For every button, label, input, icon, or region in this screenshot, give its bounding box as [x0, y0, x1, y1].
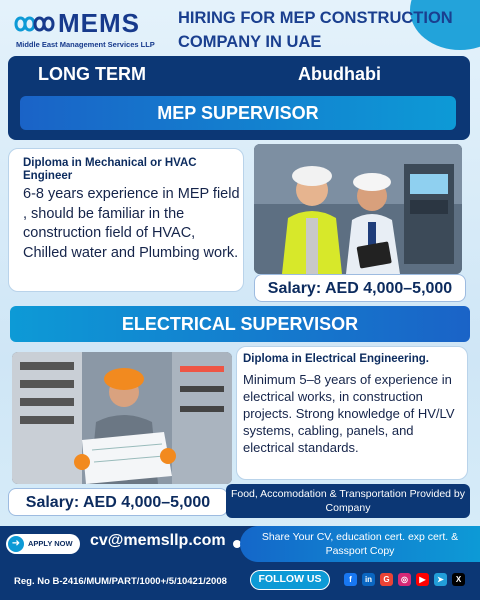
infinity-logo-icon: [14, 12, 58, 36]
apply-now-button[interactable]: APPLY NOW: [6, 534, 80, 554]
mep-title-banner: MEP SUPERVISOR: [20, 96, 456, 130]
mep-description-card: [8, 148, 244, 292]
instagram-icon[interactable]: ◎: [398, 573, 411, 586]
contact-email[interactable]: cv@memsllp.com: [90, 532, 226, 549]
telegram-icon[interactable]: ➤: [434, 573, 447, 586]
youtube-icon[interactable]: ▶: [416, 573, 429, 586]
arrow-right-icon[interactable]: ➜: [8, 536, 24, 552]
electrical-description-card: [236, 346, 468, 480]
brand-subtitle: Middle East Management Services LLP: [16, 40, 155, 49]
electrical-title-banner: ELECTRICAL SUPERVISOR: [10, 306, 470, 342]
electrician-photo: [12, 352, 232, 484]
benefits-note: Food, Accomodation & Transportation Provided by Company: [226, 484, 470, 518]
electrical-description: Minimum 5–8 years of experience in electrical works, in construction projects. Strong knowledge of HV/LV systems, cabling, panels, and electrical standards.: [243, 372, 455, 455]
electrician-illustration: [12, 352, 232, 484]
mep-qualification: Diploma in Mechanical or HVAC Engineer: [23, 157, 197, 182]
registration-number: Reg. No B-2416/MUM/PART/1000+/5/10421/2008: [14, 576, 227, 587]
share-instructions: Share Your CV, education cert. exp cert. & Passport Copy: [240, 526, 480, 562]
brand-name: MEMS: [58, 8, 140, 38]
job-term: LONG TERM: [38, 64, 146, 84]
headline: HIRING FOR MEP CONSTRUCTION COMPANY IN UAE: [178, 9, 453, 51]
engineers-photo: [254, 144, 462, 274]
google-icon[interactable]: G: [380, 573, 393, 586]
mep-salary: Salary: AED 4,000–5,000: [254, 274, 466, 302]
brand-logo: [14, 8, 164, 50]
electrical-qualification: Diploma in Electrical Engineering.: [243, 353, 429, 365]
engineers-illustration: [254, 144, 462, 274]
facebook-icon[interactable]: f: [344, 573, 357, 586]
electrical-salary: Salary: AED 4,000–5,000: [8, 488, 228, 516]
follow-us-button[interactable]: FOLLOW US: [250, 570, 330, 590]
mep-description: 6-8 years experience in MEP field , should be familiar in the construction field of HVAC, Chilled water and Plumbing work.: [23, 186, 240, 261]
linkedin-icon[interactable]: in: [362, 573, 375, 586]
job-location: Abudhabi: [298, 64, 381, 84]
x-icon[interactable]: X: [452, 573, 465, 586]
